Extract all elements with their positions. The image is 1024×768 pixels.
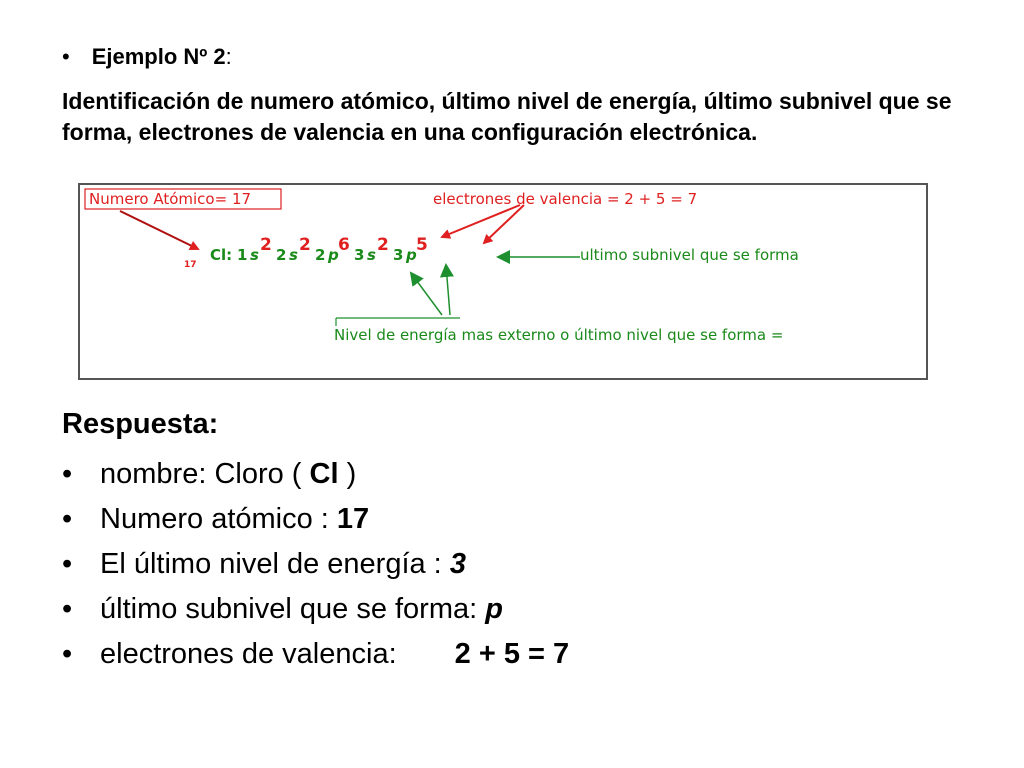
element-symbol: Cl: — [210, 246, 233, 264]
figure-svg — [80, 185, 926, 378]
answer-item-atomic-number: • Numero atómico : 17 — [62, 503, 370, 535]
config-n: 3 — [393, 246, 404, 264]
config-n: 1 — [237, 246, 248, 264]
config-sublevel: p — [328, 246, 339, 264]
config-n: 2 — [315, 246, 326, 264]
valence-label: electrones de valencia = 2 + 5 = 7 — [433, 190, 698, 208]
intro-text: Identificación de numero atómico, último nivel de energía, último subnivel que se forma, electrones de valencia en una configuración electrónica. — [62, 88, 952, 145]
atomic-number-arrow — [120, 211, 198, 249]
config-electrons: 2 — [377, 235, 389, 255]
config-n: 2 — [276, 246, 287, 264]
energy-level-arrow-2 — [446, 265, 450, 315]
atomic-subscript: 17 — [184, 260, 197, 270]
example-heading — [62, 44, 232, 70]
answer-list — [62, 452, 569, 677]
answer-item-name: • nombre: Cloro ( Cl ) — [62, 458, 357, 490]
answer-title: Respuesta: — [62, 408, 219, 440]
config-sublevel: p — [406, 246, 417, 264]
atomic-number-label: Numero Atómico= 17 — [89, 190, 252, 208]
config-n: 3 — [354, 246, 365, 264]
answer-item-valence: • electrones de valencia: 2 + 5 = 7 — [62, 638, 570, 670]
example-label: Ejemplo Nº 2 — [91, 44, 226, 69]
energy-level-arrow-1 — [411, 273, 442, 315]
answer-item-sublevel: • último subnivel que se forma: p — [62, 593, 503, 625]
config-sublevel: s — [250, 246, 259, 264]
energy-level-label: Nivel de energía mas externo o último nivel que se forma = — [334, 326, 784, 344]
last-sublevel-label: ultimo subnivel que se forma — [580, 246, 799, 264]
config-electrons: 2 — [299, 235, 311, 255]
electron-configuration — [210, 235, 428, 264]
example-suffix: : — [225, 44, 232, 69]
config-sublevel: s — [367, 246, 376, 264]
answer-item-energy-level: • El último nivel de energía : 3 — [62, 548, 466, 580]
config-electrons: 2 — [260, 235, 272, 255]
config-sublevel: s — [289, 246, 298, 264]
config-electrons: 6 — [338, 235, 350, 255]
electron-configuration-figure — [78, 183, 928, 380]
config-electrons: 5 — [416, 235, 428, 255]
bullet: • — [62, 44, 70, 69]
